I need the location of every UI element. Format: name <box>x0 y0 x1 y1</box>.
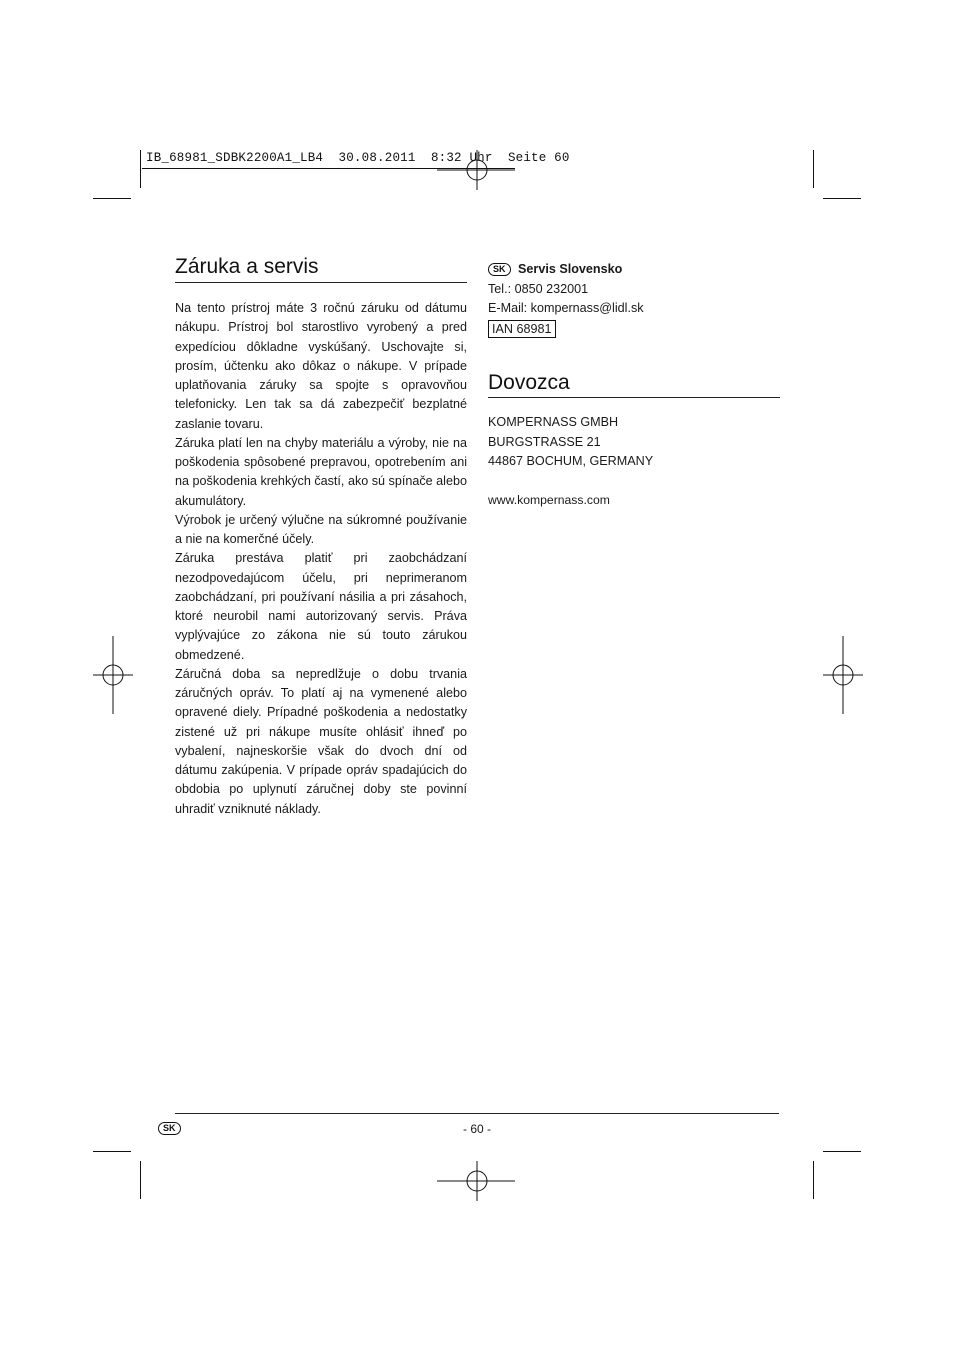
service-email: E-Mail: kompernass@lidl.sk <box>488 301 644 315</box>
service-tel: Tel.: 0850 232001 <box>488 281 589 296</box>
print-slug: IB_68981_SDBK2200A1_LB4 30.08.2011 8:32 Uhr Seite 60 <box>146 151 570 165</box>
address-line: BURGSTRASSE 21 <box>488 434 601 449</box>
website-link[interactable]: www.kompernass.com <box>488 492 610 507</box>
warranty-paragraph: Záruka platí len na chyby materiálu a výroby, nie na poškodenia spôsobené prepravou, opotrebením ani na poškodenia krehkých častí, ako sú spínače alebo akumulátory. <box>175 435 467 508</box>
crop-mark-top-right-horizontal <box>823 198 861 199</box>
warranty-paragraph: Záručná doba sa nepredlžuje o dobu trvania záručných opráv. To platí aj na vymenené alebo opravené diely. Prípadné poškodenia a nedostatky zistené už pri nákupe musíte ohlásiť ihneď po vybalení, najneskoršie však do dvoch dní od dátumu zakúpenia. V prípade opráv spadajúcich do obdobia po uplynutí záručnej doby ste povinní uhradiť vzniknuté náklady. <box>175 666 467 816</box>
warranty-text <box>175 299 467 819</box>
page-number: - 60 - <box>462 1122 491 1136</box>
footer-rule <box>175 1113 779 1114</box>
service-block <box>488 260 780 339</box>
warranty-paragraph: Výrobok je určený výlučne na súkromné používanie a nie na komerčné účely. <box>175 512 467 546</box>
crop-mark-bottom-left-vertical <box>140 1161 141 1199</box>
crop-mark-top-left-horizontal <box>93 198 131 199</box>
registration-mark-bottom <box>437 1161 517 1201</box>
registration-mark-top <box>437 150 517 190</box>
ian-number-box: IAN 68981 <box>488 320 556 338</box>
warranty-paragraph: Na tento prístroj máte 3 ročnú záruku od dátumu nákupu. Prístroj bol starostlivo vyrobený a pred expedíciou dôkladne vyskúšaný. Uschovajte si, prosím, účtenku ako dôkaz o nákupe. V prípade uplatňovania záruky sa spojte s opravovňou telefonicky. Len tak sa dá zabezpečiť bezplatné zaslanie tovaru. <box>175 301 467 431</box>
warranty-title-rule <box>175 282 467 283</box>
address-line: KOMPERNASS GMBH <box>488 415 619 429</box>
importer-title-rule <box>488 397 780 398</box>
registration-mark-right <box>823 636 863 714</box>
country-badge: SK <box>488 263 511 276</box>
importer-title: Dovozca <box>488 371 570 394</box>
crop-mark-top-left-vertical <box>140 150 141 188</box>
service-heading-row <box>488 260 780 280</box>
warranty-paragraph: Záruka prestáva platiť pri zaobchádzaní nezodpovedajúcom účelu, pri neprimeranom zaobchádzaní, pri používaní násilia a pri zásahoch, ktoré neurobil nami autorizovaný servis. Práva vyplývajúce zo zákona nie sú touto zárukou obmedzené. <box>175 551 467 662</box>
crop-mark-bottom-left-horizontal <box>93 1151 131 1152</box>
footer-country-badge: SK <box>158 1122 181 1135</box>
registration-mark-left <box>93 636 133 714</box>
crop-mark-bottom-right-horizontal <box>823 1151 861 1152</box>
importer-address <box>488 413 780 510</box>
service-heading: Servis Slovensko <box>518 262 623 276</box>
crop-mark-bottom-right-vertical <box>813 1161 814 1199</box>
crop-mark-top-right-vertical <box>813 150 814 188</box>
address-line: 44867 BOCHUM, GERMANY <box>488 454 654 468</box>
warranty-title: Záruka a servis <box>175 255 319 278</box>
